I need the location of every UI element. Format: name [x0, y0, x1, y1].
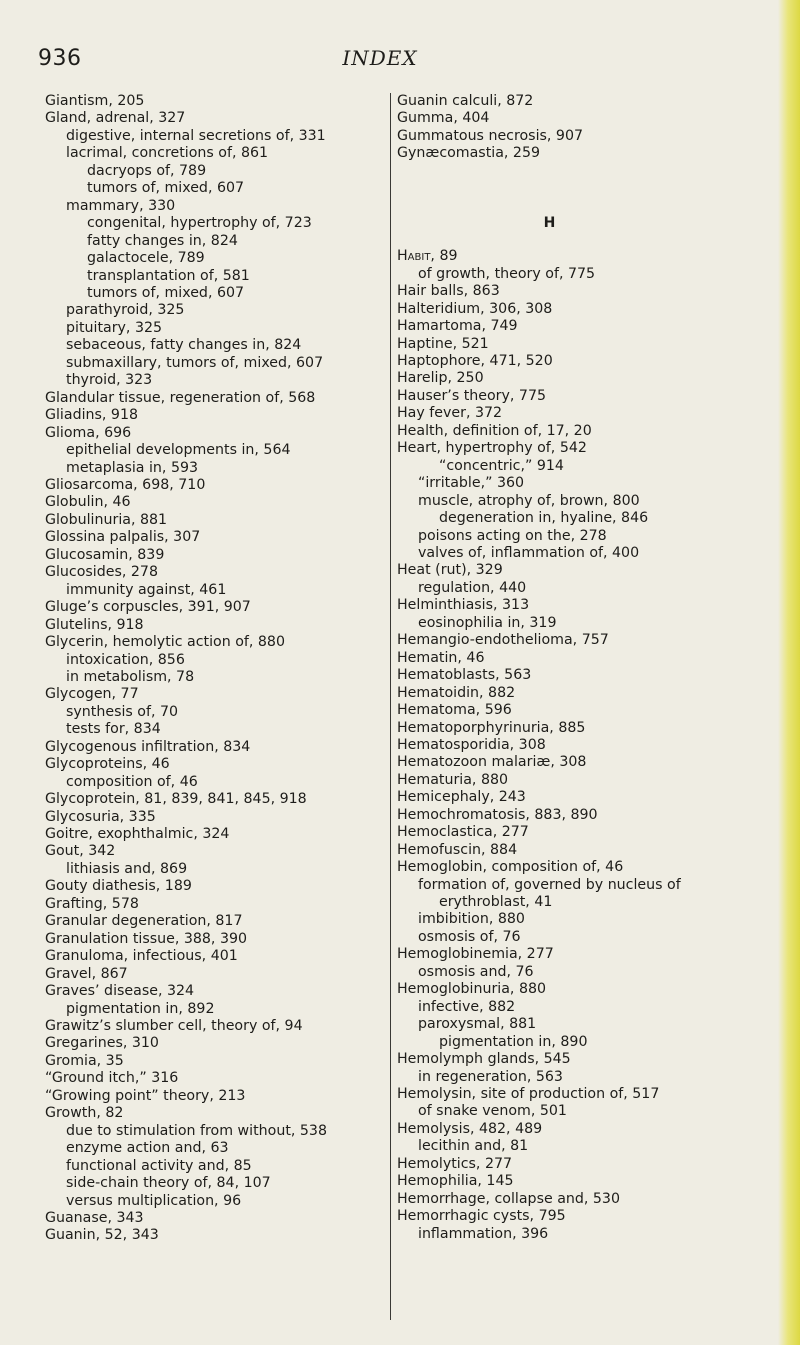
index-entry: intoxication, 856 [66, 651, 185, 668]
index-entry: Hemoglobin, composition of, 46 [397, 859, 624, 876]
index-entry: fatty changes in, 824 [87, 232, 238, 249]
index-entry: Gynæcomastia, 259 [397, 145, 540, 162]
index-entry: Granulation tissue, 388, 390 [45, 930, 248, 947]
index-entry: Glossina palpalis, 307 [45, 529, 201, 546]
index-entry: Gravel, 867 [45, 965, 128, 982]
index-entry: Habit, 89 [397, 248, 458, 265]
index-entry: Hemophilia, 145 [397, 1173, 514, 1190]
index-entry: degeneration in, hyaline, 846 [439, 510, 649, 527]
index-entry: submaxillary, tumors of, mixed, 607 [66, 354, 324, 371]
index-entry: Glandular tissue, regeneration of, 568 [45, 389, 316, 406]
index-entry: tumors of, mixed, 607 [87, 284, 245, 301]
index-entry: Heart, hypertrophy of, 542 [397, 440, 587, 457]
index-entry: Growth, 82 [45, 1105, 124, 1122]
index-entry: imbibition, 880 [418, 911, 525, 928]
index-entry: Hematozoon malariæ, 308 [397, 754, 587, 771]
index-column-left [45, 93, 390, 1245]
index-entry: transplantation of, 581 [87, 267, 250, 284]
index-entry: “Ground itch,” 316 [45, 1070, 179, 1087]
index-entry: “Growing point” theory, 213 [45, 1087, 246, 1104]
index-entry: Glycogenous infiltration, 834 [45, 738, 251, 755]
index-entry: Hematoporphyrinuria, 885 [397, 719, 586, 736]
index-entry: of snake venom, 501 [418, 1103, 567, 1120]
index-entry: epithelial developments in, 564 [66, 442, 291, 459]
index-entry: Hay fever, 372 [397, 405, 503, 422]
index-entry: tests for, 834 [66, 721, 161, 738]
index-entry: poisons acting on the, 278 [418, 527, 607, 544]
index-entry: Hair balls, 863 [397, 283, 500, 300]
index-entry: Hemochromatosis, 883, 890 [397, 806, 598, 823]
index-entry: Halteridium, 306, 308 [397, 300, 553, 317]
index-entry: Gland, adrenal, 327 [45, 110, 186, 127]
index-entry: parathyroid, 325 [66, 302, 185, 319]
index-entry: Gluge’s corpuscles, 391, 907 [45, 599, 251, 616]
index-entry: osmosis of, 76 [418, 928, 521, 945]
index-entry: Hemicephaly, 243 [397, 789, 526, 806]
index-entry: Hematoma, 596 [397, 702, 512, 719]
index-entry: Glioma, 696 [45, 424, 132, 441]
index-entry: eosinophilia in, 319 [418, 614, 557, 631]
index-entry: Hematin, 46 [397, 649, 485, 666]
index-entry: immunity against, 461 [66, 581, 227, 598]
index-entry: Glycogen, 77 [45, 686, 139, 703]
index-entry: due to stimulation from without, 538 [66, 1122, 327, 1139]
right-column-h-entries [397, 248, 782, 1243]
page-header [0, 46, 800, 76]
index-entry: Haptine, 521 [397, 335, 489, 352]
index-entry: Hemoglobinemia, 277 [397, 946, 554, 963]
index-column-right [397, 93, 782, 1243]
index-entry: Hemolysis, 482, 489 [397, 1120, 543, 1137]
index-entry: Haptophore, 471, 520 [397, 352, 553, 369]
index-entry: osmosis and, 76 [418, 963, 534, 980]
index-entry: Gregarines, 310 [45, 1035, 159, 1052]
index-entry: regulation, 440 [418, 579, 527, 596]
index-entry: tumors of, mixed, 607 [87, 180, 245, 197]
index-entry: Glycoprotein, 81, 839, 841, 845, 918 [45, 791, 307, 808]
index-entry: side-chain theory of, 84, 107 [66, 1175, 271, 1192]
index-entry: Hauser’s theory, 775 [397, 387, 547, 404]
index-entry: Graves’ disease, 324 [45, 983, 195, 1000]
index-entry: Heat (rut), 329 [397, 562, 503, 579]
index-entry: pituitary, 325 [66, 319, 163, 336]
index-entry: Glycosuria, 335 [45, 808, 156, 825]
page-number: 936 [38, 46, 82, 71]
index-entry: sebaceous, fatty changes in, 824 [66, 337, 302, 354]
index-entry: composition of, 46 [66, 773, 198, 790]
index-entry: Hemolytics, 277 [397, 1155, 513, 1172]
index-entry: “concentric,” 914 [439, 457, 564, 474]
index-entry: in regeneration, 563 [418, 1068, 563, 1085]
index-entry: versus multiplication, 96 [66, 1192, 242, 1209]
index-entry: Gummatous necrosis, 907 [397, 127, 584, 144]
index-entry: lacrimal, concretions of, 861 [66, 145, 269, 162]
index-entry: enzyme action and, 63 [66, 1140, 229, 1157]
index-entry: muscle, atrophy of, brown, 800 [418, 492, 640, 509]
index-entry: congenital, hypertrophy of, 723 [87, 215, 312, 232]
index-entry: Granular degeneration, 817 [45, 913, 243, 930]
section-heading: H [543, 214, 556, 231]
index-entry: Hamartoma, 749 [397, 318, 518, 335]
index-entry: Hematoidin, 882 [397, 684, 516, 701]
index-entry: paroxysmal, 881 [418, 1016, 537, 1033]
index-entry: Hemofuscin, 884 [397, 841, 518, 858]
right-column-g-entries [397, 93, 782, 163]
index-entry: Hematuria, 880 [397, 771, 509, 788]
index-entry: Gromia, 35 [45, 1052, 124, 1069]
index-entry: Grafting, 578 [45, 895, 139, 912]
index-entry: dacryops of, 789 [87, 162, 207, 179]
index-entry: valves of, inflammation of, 400 [418, 544, 640, 561]
index-entry: Gliosarcoma, 698, 710 [45, 476, 206, 493]
index-entry: synthesis of, 70 [66, 703, 179, 720]
index-entry: Glycoproteins, 46 [45, 756, 170, 773]
index-entry: Hemangio-endothelioma, 757 [397, 632, 609, 649]
index-entry: Guanin, 52, 343 [45, 1227, 159, 1244]
index-entry: Helminthiasis, 313 [397, 597, 530, 614]
column-divider [390, 93, 391, 1320]
index-entry: Glycerin, hemolytic action of, 880 [45, 634, 285, 651]
index-entry: Granuloma, infectious, 401 [45, 948, 238, 965]
index-entry: Giantism, 205 [45, 93, 145, 109]
index-entry: Health, definition of, 17, 20 [397, 422, 592, 439]
index-entry: Guanin calculi, 872 [397, 93, 534, 109]
index-entry: inflammation, 396 [418, 1225, 549, 1242]
index-entry: Hemorrhagic cysts, 795 [397, 1208, 566, 1225]
index-entry: mammary, 330 [66, 197, 176, 214]
index-entry: Hemolymph glands, 545 [397, 1051, 571, 1068]
index-entry: pigmentation in, 892 [66, 1000, 215, 1017]
index-entry: Gumma, 404 [397, 110, 490, 127]
index-entry: digestive, internal secretions of, 331 [66, 127, 326, 144]
index-entry: Hemorrhage, collapse and, 530 [397, 1190, 620, 1207]
index-entry: thyroid, 323 [66, 372, 153, 389]
index-entry: “irritable,” 360 [418, 475, 525, 492]
running-title: INDEX [342, 46, 418, 70]
index-entry: Hematoblasts, 563 [397, 667, 532, 684]
index-entry: erythroblast, 41 [439, 894, 553, 911]
index-entry: lithiasis and, 869 [66, 860, 188, 877]
index-entry: Globulinuria, 881 [45, 511, 168, 528]
index-entry: Glucosamin, 839 [45, 546, 165, 563]
index-entry: Hematosporidia, 308 [397, 736, 546, 753]
index-entry: Hemoclastica, 277 [397, 824, 529, 841]
index-entry: pigmentation in, 890 [439, 1033, 588, 1050]
index-entry: Glutelins, 918 [45, 616, 144, 633]
index-entry: Grawitz’s slumber cell, theory of, 94 [45, 1018, 303, 1035]
index-entry: of growth, theory of, 775 [418, 265, 596, 282]
index-entry: infective, 882 [418, 998, 516, 1015]
index-entry: Glucosides, 278 [45, 564, 158, 581]
index-entry: Gout, 342 [45, 843, 116, 860]
index-entry: Hemoglobinuria, 880 [397, 981, 547, 998]
index-entry: Harelip, 250 [397, 370, 484, 387]
index-entry: in metabolism, 78 [66, 668, 195, 685]
index-entry: formation of, governed by nucleus of [418, 876, 681, 893]
index-entry: metaplasia in, 593 [66, 459, 199, 476]
index-entry: functional activity and, 85 [66, 1157, 252, 1174]
index-entry: Goitre, exophthalmic, 324 [45, 826, 230, 843]
index-entry: Gouty diathesis, 189 [45, 878, 192, 895]
index-entry: lecithin and, 81 [418, 1138, 529, 1155]
index-entry: Gliadins, 918 [45, 407, 139, 424]
index-entry: galactocele, 789 [87, 250, 205, 267]
index-entry: Globulin, 46 [45, 494, 131, 511]
index-entry: Guanase, 343 [45, 1210, 144, 1226]
index-entry: Hemolysin, site of production of, 517 [397, 1086, 660, 1103]
